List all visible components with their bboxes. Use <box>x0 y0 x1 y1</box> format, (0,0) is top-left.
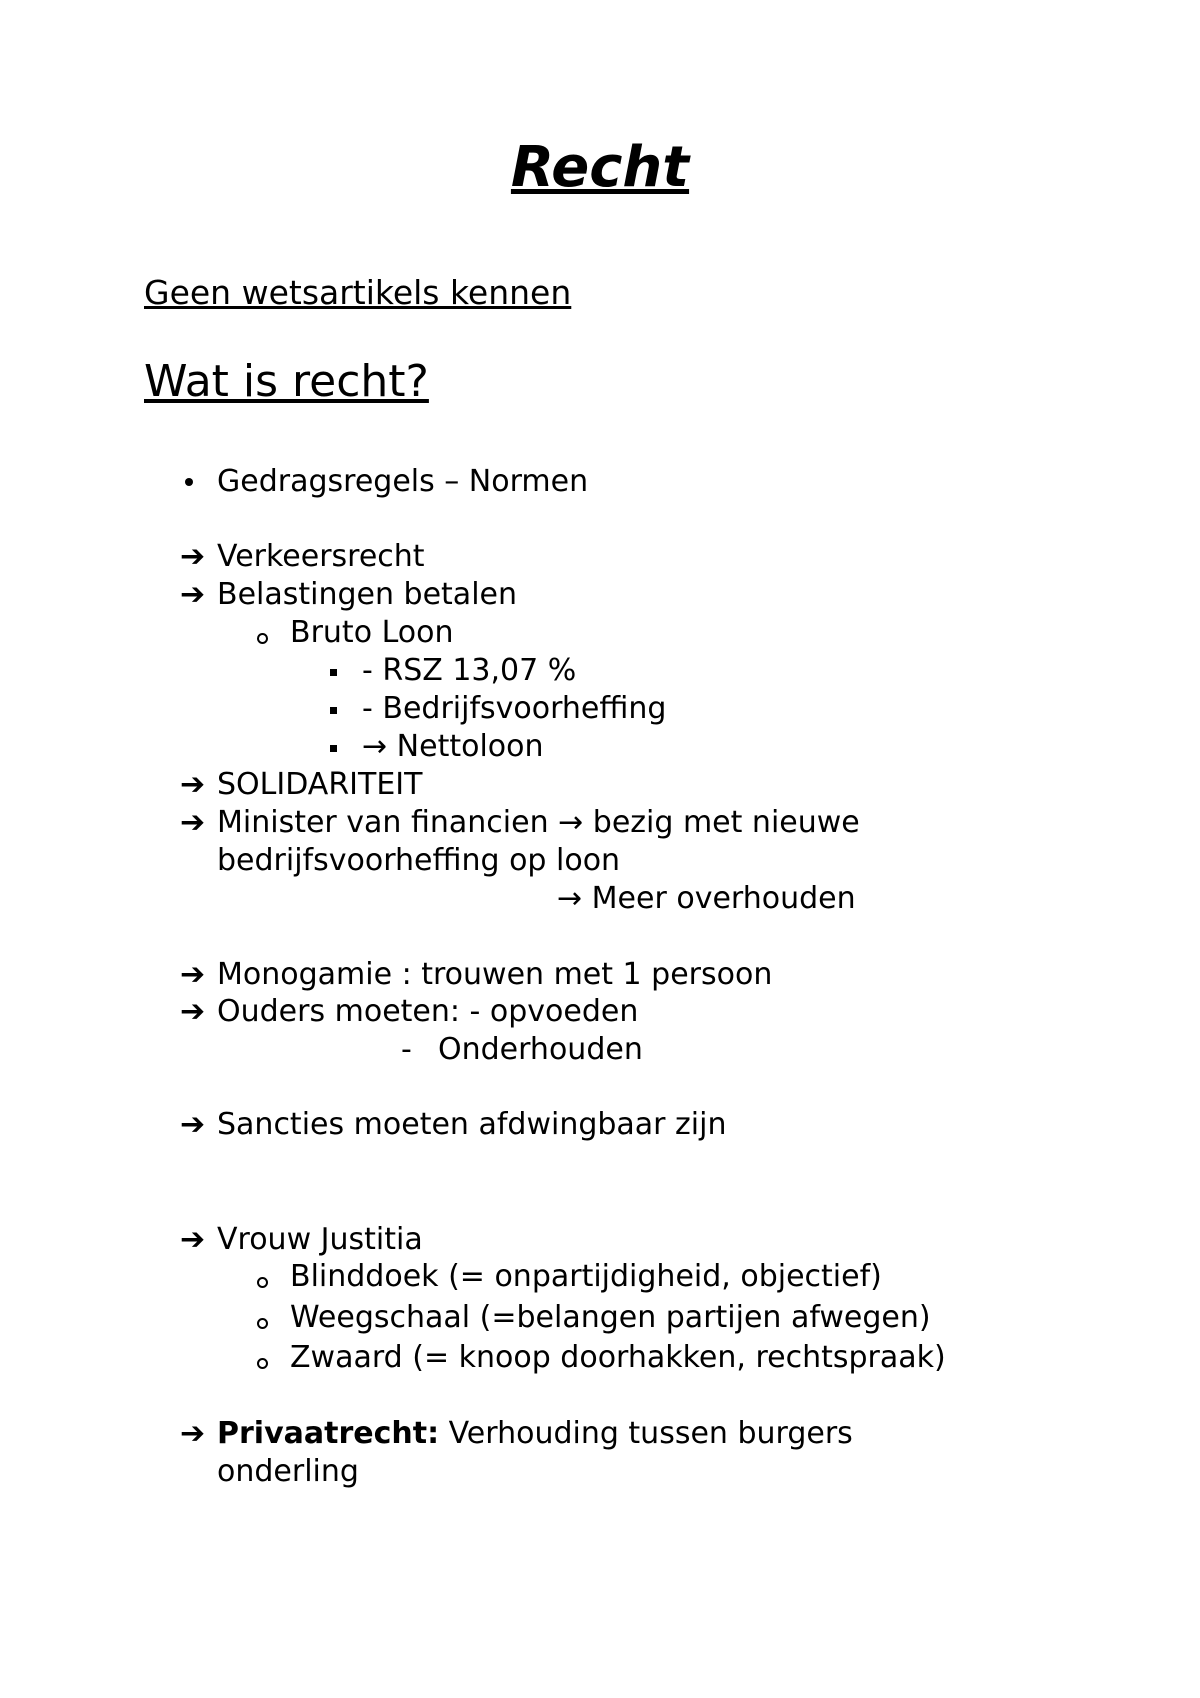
bullet-item-gedragsregels: Gedragsregels – Normen <box>217 464 589 499</box>
circle-bullet-icon <box>257 1318 268 1329</box>
list-item-minister-line2: bedrijfsvoorheffing op loon <box>217 843 621 878</box>
list-item-sancties: Sancties moeten afdwingbaar zijn <box>217 1107 727 1142</box>
sublist-item-bruto-loon: Bruto Loon <box>290 615 454 650</box>
sublist-item-zwaard: Zwaard (= knoop doorhakken, rechtspraak) <box>290 1340 946 1375</box>
list-item-belastingen: Belastingen betalen <box>217 577 517 612</box>
list-item-meer-overhouden: → Meer overhouden <box>557 881 856 916</box>
subsublist-item-nettoloon: → Nettoloon <box>362 729 544 764</box>
list-item-vrouw-justitia: Vrouw Justitia <box>217 1222 423 1257</box>
arrow-icon: ➔ <box>180 1222 206 1257</box>
sublist-item-blinddoek: Blinddoek (= onpartijdigheid, objectief) <box>290 1259 882 1294</box>
list-item-onderhouden-dash: - <box>401 1032 412 1067</box>
section-heading: Wat is recht? <box>144 356 429 407</box>
arrow-icon: ➔ <box>180 957 206 992</box>
circle-bullet-icon <box>257 1277 268 1288</box>
arrow-icon: ➔ <box>180 1416 206 1451</box>
list-item-minister-line1: Minister van financien → bezig met nieuwe <box>217 805 860 840</box>
arrow-icon: ➔ <box>180 539 206 574</box>
privaatrecht-text: Verhouding tussen burgers <box>439 1416 853 1451</box>
circle-bullet-icon <box>257 1358 268 1369</box>
list-item-privaatrecht-line2: onderling <box>217 1454 359 1489</box>
arrow-icon: ➔ <box>180 994 206 1029</box>
arrow-icon: ➔ <box>180 805 206 840</box>
subsublist-item-bedrijfsvoorheffing: - Bedrijfsvoorheffing <box>362 691 667 726</box>
arrow-icon: ➔ <box>180 767 206 802</box>
list-item-privaatrecht <box>217 1416 853 1451</box>
circle-bullet-icon <box>257 633 268 644</box>
square-bullet-icon <box>330 669 337 676</box>
subsublist-item-rsz: - RSZ 13,07 % <box>362 653 577 688</box>
list-item-onderhouden: Onderhouden <box>438 1032 643 1067</box>
page-title <box>0 135 1200 200</box>
list-item-verkeersrecht: Verkeersrecht <box>217 539 425 574</box>
sublist-item-weegschaal: Weegschaal (=belangen partijen afwegen) <box>290 1300 931 1335</box>
list-item-ouders: Ouders moeten: - opvoeden <box>217 994 639 1029</box>
square-bullet-icon <box>330 745 337 752</box>
arrow-icon: ➔ <box>180 1107 206 1142</box>
arrow-icon: ➔ <box>180 577 206 612</box>
list-item-monogamie: Monogamie : trouwen met 1 persoon <box>217 957 773 992</box>
square-bullet-icon <box>330 707 337 714</box>
page-title-text: Recht <box>510 135 690 200</box>
privaatrecht-label: Privaatrecht: <box>217 1416 440 1451</box>
bullet-icon <box>185 478 193 486</box>
list-item-solidariteit: SOLIDARITEIT <box>217 767 423 802</box>
subtitle: Geen wetsartikels kennen <box>144 273 572 312</box>
